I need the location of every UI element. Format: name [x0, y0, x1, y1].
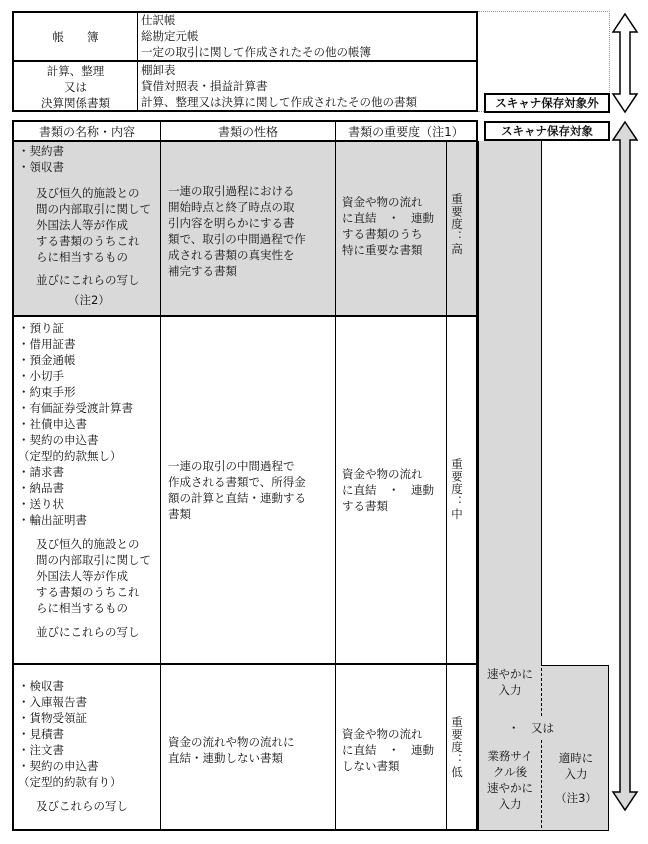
ledger-item: 総勘定元帳 [141, 29, 199, 43]
header-divider [12, 140, 478, 142]
settlement-item: 貸借対照表・損益計算書 [141, 79, 268, 93]
doc-item: ・小切手 [18, 369, 64, 383]
doc-item: ・有価証券受渡計算書 [18, 401, 133, 415]
doc-item: ・領収書 [18, 160, 64, 174]
nature-line: 書類 [168, 507, 191, 521]
importance-line: 特に重要な書類 [342, 243, 423, 257]
doc-item: ・約束手形 [18, 385, 76, 399]
importance-line: に直結 ・ 連動 [342, 483, 434, 497]
col-divider-3 [446, 141, 447, 831]
section-high-importance [342, 194, 446, 258]
section-high-names [18, 143, 158, 308]
scanner-col-bg [478, 141, 542, 665]
nature-line: 類で、取引の中間過程で作 [168, 232, 306, 246]
copies-text: 及びこれらの写し [36, 799, 128, 813]
copies-text: 並びにこれらの写し [36, 625, 140, 639]
importance-line: 資金や物の流れ [342, 195, 423, 209]
timing-bottom-border [478, 830, 609, 831]
footnote: （注2） [68, 293, 110, 307]
settlement-label-line: 又は [64, 80, 87, 94]
importance-line: する書類 [342, 499, 388, 513]
timing-or: ・ 又は [508, 721, 554, 735]
nature-line: 一連の取引過程における [168, 184, 295, 198]
settlement-item: 棚卸表 [141, 63, 176, 77]
importance-line: しない書類 [342, 759, 400, 773]
section-low-nature [168, 734, 333, 766]
settlement-label [14, 63, 137, 111]
section-mid-nature [168, 458, 333, 522]
nature-line: 引内容を明らかにする書 [168, 216, 295, 230]
col-divider-1 [160, 120, 161, 831]
section-mid-importance [342, 466, 446, 514]
timing-note: （注3） [555, 791, 597, 805]
scanner-target-label: スキャナ保存対象 [484, 121, 610, 141]
section-low-names [18, 678, 158, 814]
doc-item: ・納品書 [18, 481, 64, 495]
doc-item: ・社債申込書 [18, 417, 87, 431]
header-nature: 書類の性格 [217, 124, 278, 139]
settlement-items [141, 62, 476, 110]
section-divider-2 [12, 663, 478, 665]
nature-line: 直結・連動しない書類 [168, 751, 283, 765]
ledger-item: 一定の取引に関して作成されたその他の帳簿 [141, 45, 371, 59]
importance-line: に直結 ・ 連動 [342, 743, 434, 757]
settlement-label-line: 計算、整理 [46, 64, 105, 78]
ledger-item: 仕訳帳 [141, 13, 176, 27]
timing-after-cycle-line: 業務サイ [487, 749, 533, 763]
importance-line: する書類のうち [342, 227, 423, 241]
doc-item: ・検収書 [18, 679, 64, 693]
note-line: する書類のうちこれ [36, 234, 140, 248]
nature-line: 作成される書類で、所得金 [168, 475, 306, 489]
section-divider-1 [12, 315, 478, 317]
doc-item: ・契約の申込書 [18, 759, 99, 773]
doc-item: （定型的約款無し） [18, 449, 122, 463]
target-range-arrow-icon [610, 120, 640, 812]
importance-line: に直結 ・ 連動 [342, 211, 434, 225]
doc-item: ・預り証 [18, 321, 64, 335]
timing-dash-lower [541, 740, 542, 828]
nature-line: 一連の取引の中間過程で [168, 459, 295, 473]
importance-level-low: 重要度：低 [450, 716, 464, 779]
header-name: 書類の名称・内容 [38, 124, 135, 139]
doc-item: （定型的約款有り） [18, 775, 122, 789]
note-line: 外国法人等が作成 [36, 218, 128, 232]
note-line: 及び恒久的施設との [36, 537, 140, 551]
timing-anytime-line: 入力 [564, 767, 588, 781]
doc-item: ・注文書 [18, 743, 64, 757]
timing-promptly-line: 入力 [498, 683, 522, 697]
note-line: らに相当するもの [36, 601, 128, 615]
doc-item: ・請求書 [18, 465, 64, 479]
importance-level-high: 重要度：高 [450, 193, 464, 256]
doc-item: ・預金通帳 [18, 353, 76, 367]
timing-anytime [544, 750, 608, 806]
doc-item: ・送り状 [18, 497, 64, 511]
timing-after-cycle [480, 748, 540, 812]
importance-line: 資金や物の流れ [342, 467, 423, 481]
timing-anytime-line: 適時に [558, 751, 594, 765]
note-line: する書類のうちこれ [36, 585, 140, 599]
settlement-label-line: 決算関係書類 [41, 96, 110, 110]
timing-dash-upper [541, 668, 542, 716]
note-line: 外国法人等が作成 [36, 569, 128, 583]
nature-line: 資金の流れや物の流れに [168, 735, 295, 749]
settlement-item: 計算、整理又は決算に関して作成されたその他の書類 [141, 95, 417, 109]
importance-line: 資金や物の流れ [342, 727, 423, 741]
scanner-col-right-border [541, 141, 542, 666]
copies-text: 並びにこれらの写し [36, 273, 140, 287]
importance-level-mid: 重要度：中 [450, 458, 464, 521]
timing-after-cycle-line: クル後 [492, 765, 528, 779]
section-low-importance [342, 726, 446, 774]
header-importance: 書類の重要度（注1） [348, 124, 464, 139]
timing-after-cycle-line: 入力 [498, 797, 522, 811]
doc-item: ・輸出証明書 [18, 513, 87, 527]
timing-promptly-line: 速やかに [487, 667, 533, 681]
nature-line: 開始時点と終了時点の取 [168, 200, 295, 214]
note-line: 間の内部取引に関して [36, 202, 151, 216]
ledger-items [141, 12, 476, 60]
doc-item: ・契約書 [18, 144, 64, 158]
timing-right-border [608, 665, 609, 831]
ledger-label-text: 帳 簿 [52, 29, 99, 44]
note-line: らに相当するもの [36, 250, 128, 264]
scanner-excluded-label: スキャナ保存対象外 [484, 93, 610, 113]
doc-item: ・見積書 [18, 727, 64, 741]
nature-line: 額の計算と直結・連動する [168, 491, 306, 505]
section-high-nature [168, 183, 333, 279]
ledger-label [14, 13, 137, 60]
nature-line: 補完する書類 [168, 264, 237, 278]
excluded-range-arrow-icon [610, 12, 640, 114]
col-divider-2 [335, 120, 336, 831]
note-line: 間の内部取引に関して [36, 553, 151, 567]
timing-top-border [541, 665, 609, 666]
doc-item: ・借用証書 [18, 337, 76, 351]
nature-line: 成される書類の真実性を [168, 248, 295, 262]
timing-after-cycle-line: 速やかに [487, 781, 533, 795]
doc-item: ・入庫報告書 [18, 695, 87, 709]
doc-item: ・契約の申込書 [18, 433, 99, 447]
timing-promptly [480, 666, 540, 698]
doc-item: ・貨物受領証 [18, 711, 87, 725]
scanner-col-border [478, 141, 479, 831]
note-line: 及び恒久的施設との [36, 186, 140, 200]
section-mid-names [18, 320, 158, 640]
